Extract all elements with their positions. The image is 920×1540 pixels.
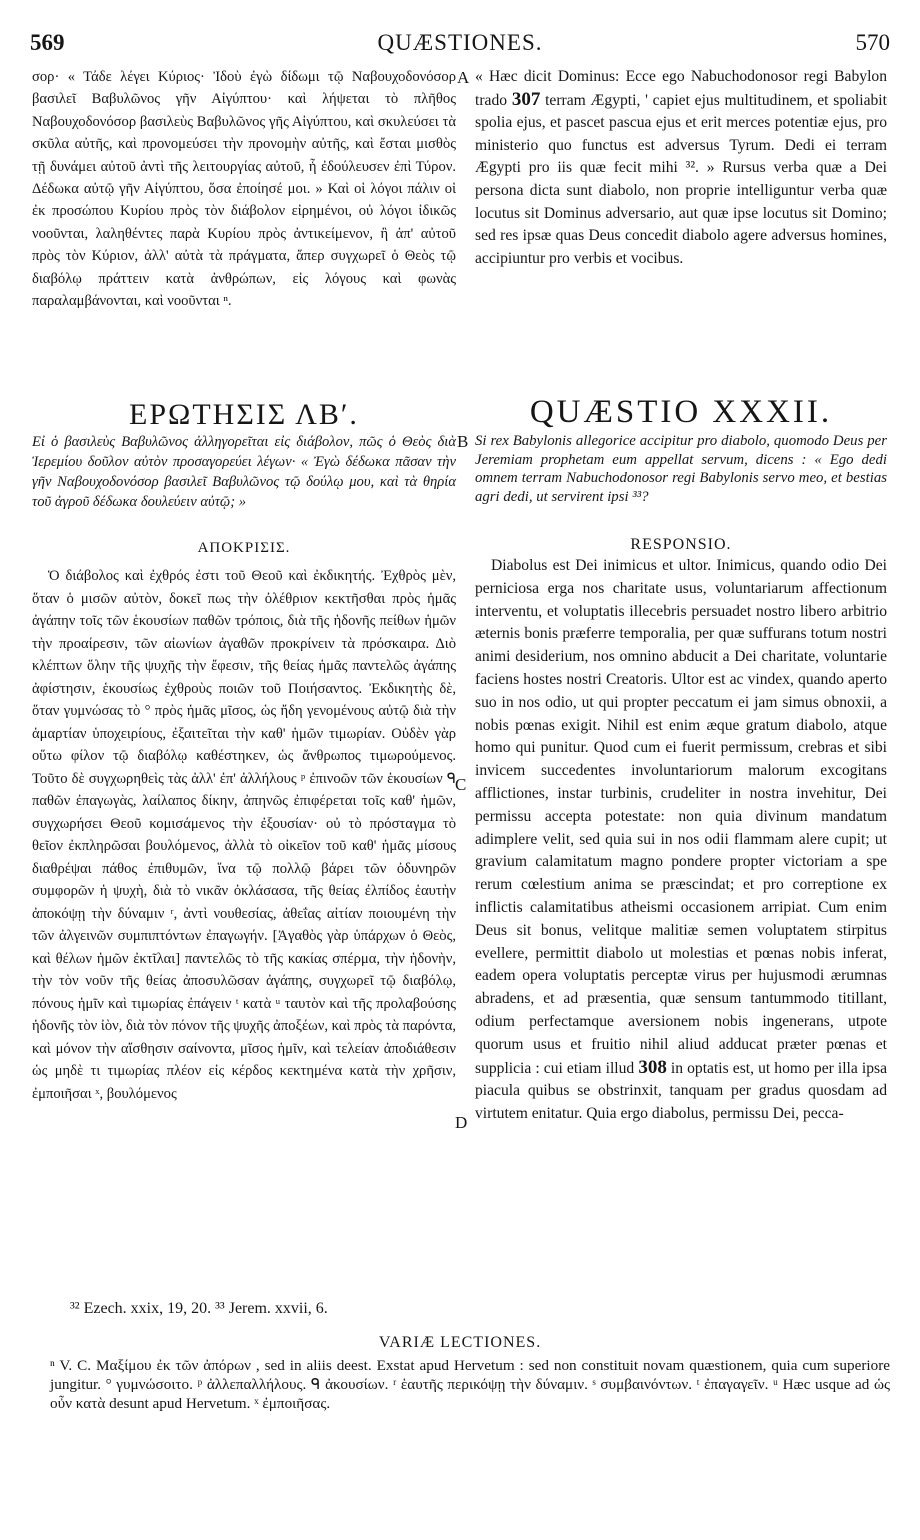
latin-question-text: Si rex Babylonis allegorice accipitur pro diabolo, quomodo Deus per Jeremiam prophetam eum appellat servum, dicens : « Ego dedi omnem terram Nabuchodonosor regi Babylonis servo meo, et bestias agri dedi, ut servirent ipsi ³³?: [475, 433, 887, 505]
greek-response-paragraph: Ὁ διάβολος καὶ ἐχθρός ἐστι τοῦ Θεοῦ καὶ ἐκδικητής. Ἐχθρὸς μὲν, ὅταν ὁ μισῶν αὐτὸν, δοκεῖ πως τὴν ὀλέθριον κεκτῆσθαι πρὸς ἡμᾶς ἀγάπην τοῖς τῶν ἑκουσίων παθῶν τρόποις, διὰ τῆς ἡδονῆς πείθων ἡμῶν τὴν προαίρεσιν, τῶν αἰωνίων ἀγαθῶν προκρίνειν τὰ πρόσκαιρα. Διὸ κλέπτων ὅλην τῆς ψυχῆς τὴν ἔφεσιν, τῆς θείας ἡμᾶς παντελῶς ἀγάπης ἀφίστησιν, ἑκουσίως ἐχθροὺς ποιῶν τοῦ Ποιήσαντος. Ἐκδικητὴς δὲ, ὅταν γυμνώσας τὸ ° πρὸς ἡμᾶς μῖσος, ὡς ἤδη γενομένους αὐτῷ διὰ τὴν ἁμαρτίαν ὑποχειρίους, ἐξαιτεῖται τὴν καθ' ἡμῶν τιμωρίαν. Οὐδὲν γὰρ οὕτω φίλον τῷ διαβόλῳ καθέστηκεν, ὡς ἄνθρωπος τιμωρούμενος. Τοῦτο δὲ συγχωρηθεὶς τὰς ἀλλ' ἐπ' ἀλλήλους ᵖ ἐπινοῶν τῶν ἑκουσίων ᑫ παθῶν ἐπαγωγὰς, λαίλαπος δίκην, ἀπηνῶς ἐπιφέρεται τοῖς καθ' ἡμῶν, συγχωρήσει Θεοῦ κομισάμενος τὴν ἐξουσίαν· οὐ τὸ πρόσταγμα τὸ θεῖον ἐκπληρῶσαι βουλόμενος, ἀλλὰ τὸ οἰκεῖον τοῦ καθ' ἡμᾶς μίσους διαθρέψαι πάθος ἐπιθυμῶν, ἵνα τῷ πολλῷ βάρει τῶν ὀδυνηρῶν συμφορῶν ἡ ψυχὴ, διὰ τὸ νικᾶν ὀκλάσασα, τῆς θείας ἐλπίδος ἑαυτὴν ἀποκόψῃ τὴν δύναμιν ʳ, ἀντὶ νουθεσίας, ἀθεΐας αἰτίαν ποιουμένη τὴν τῶν ἀλγεινῶν συμπιπτόντων ἐπαγωγήν. [Ἀγαθὸς γὰρ ὑπάρχων ὁ Θεὸς, καὶ θέλων ἡμῶν ἐκτῖλαι] παντελῶς τὸ τῆς κακίας σπέρμα, τὴν ἡδονὴν, τὴν τὸν νοῦν τῆς θείας ἀποσυλῶσαν ἀγάπης, συγχωρεῖ τῷ διαβόλῳ, πόνους ἡμῖν καὶ τιμωρίας ἐπάγειν ᵗ κατὰ ᵘ ταυτὸν καὶ τῆς προλαβούσης ἡδονῆς τὸν ἰὸν, διὰ τὸν πόνον τῆς ψυχῆς ἀποξέων, καὶ πρὸς τὰ παρόντα, καὶ μόνον τὴν αἴσθησιν σαίνοντα, μῖσος ἡμῖν, καὶ τελείαν ἀποδιάθεσιν ὡς μηδὲ τι τιμωρίας πλέον εἰς κέρδος κεκτημένα κατὰ τὴν χρῆσιν, ἐμποιῆσαι ˣ, βουλόμενος: [32, 568, 456, 1102]
greek-column-top: [32, 66, 456, 312]
running-header: [30, 30, 890, 66]
latin-response-paragraph: [475, 555, 887, 1126]
greek-response-heading: ΑΠΟΚΡΙΣΙΣ.: [197, 540, 291, 556]
latin-column-response: [475, 555, 887, 1126]
latin-text: terram Ægypti, ' capiet ejus multitudinem, et spoliabit spolia ejus, et pascet pascua ejus et erit merces potentiæ ejus, pro ministerio quo functus est adversus Tyrum. Dedi ei terram Ægypti pro iis quæ fecit mihi ³². » Rursus verba quæ a Dei persona dicta sunt diabolo, non proprie intelliguntur verba quæ locutus sit Dominus adversario, aut quæ ipse locutus sit Domino; sed res ipsæ quas Deus concedit diabolo agere adversus homines, accipiuntur pro verbis et vocibus.: [475, 91, 887, 267]
latin-response-heading: RESPONSIO.: [630, 536, 732, 553]
page-number-right: 570: [855, 30, 890, 55]
latin-text: « Hæc dicit Dominus: Ecce ego Nabuchodonosor regi Babylon trado: [475, 68, 887, 109]
latin-question-heading: QUÆSTIO XXXII.: [529, 394, 833, 430]
greek-column-response: [32, 565, 456, 1105]
latin-paragraph-top: [475, 66, 887, 270]
page-marker-307: 307: [511, 88, 541, 110]
latin-column-top: [475, 66, 887, 270]
margin-marker-a: A: [457, 68, 470, 87]
margin-marker-c: C: [455, 775, 467, 794]
latin-text: Diabolus est Dei inimicus et ultor. Inimicus, quando odio Dei perniciosa erga nos charitate usus, voluntariarum affectionum interventu, et voluptatis illecebris persuadet nostro libero arbitrio æternis bonis præferre temporalia, per quæ suffurans totum nostri animi desiderium, nos omnino abducit a Dei charitate, voluntarie faciens hostes nostri Creatoris. Ultor est ac vindex, quando aperto suo in nos odio, ut qui propter peccatum ei jam simus obnoxii, a nobis pœnas exigit. Nihil est enim æque gratum diabolo, atque homo qui punitur. Quod cum ei fuerit permissum, crebras et sibi invicem succedentes involuntariorum malorum excogitans afflictiones, instar turbinis, crudeliter in nostra invehitur, Dei permissu accepta potestate: non quia divinum mandatum adimplere velit, sed quia sui in nos odii flammam alere cupit; ut gravium calamitatum magno pondere propter victoriam a spe rerum cœlestium anima se præscindat; et pro correptione ex inflictis calamitatibus atheismi occasionem arripiat. Cum enim Deus sit bonus, velitque malitiæ semen voluptatem stirpitus evellere, permittit diabolo ut molestias et pœnas nobis inferat, eadem opera voluptatis perceptæ virus per hujusmodi ærumnas abradens, et ad præsentia, quæ sensum tantummodo titillant, odium perfectamque aversionem nobis ingenerans, utpote quorum usus et fruitio nihil aliud adducat præter pœnas et supplicia : cui etiam illud: [475, 557, 887, 1077]
variae-lectiones-text: ⁿ V. C. Μαξίμου ἐκ τῶν ἀπόρων , sed in aliis deest. Exstat apud Hervetum : sed non constituit novam quæstionem, quia cum superiore jungitur. ° γυμνώσοιτο. ᵖ ἀλλεπαλλήλους. ᑫ ἀκουσίων. ʳ ἑαυτῆς περικόψῃ τὴν δύναμιν. ˢ συμβαινόντων. ᵗ ἐπαγαγεῖν. ᵘ Hæc usque ad ὡς οὖν κατὰ desunt apud Hervetum. ˣ ἐμποιῆσας.: [50, 1357, 890, 1412]
latin-text: in optatis est, ut homo per illa ipsa piacula quibus se obstrinxit, tanquam per gradus quosdam ad virtutem enitatur. Quia ergo diabolus, permissu Dei, pecca-: [475, 1059, 888, 1123]
greek-paragraph-top: σορ· « Τάδε λέγει Κύριος· Ἰδοὺ ἐγὼ δίδωμι τῷ Ναβουχοδονόσορ βασιλεῖ Βαβυλῶνος γῆν Αἰγύπτου· καὶ λήψεται τὸ πλῆθος Ναβουχοδονόσορ βασιλεὺς Βαβυλῶνος γῆς Αἰγύπτου, καὶ σκυλεύσει τὰ σκῦλα αὐτῆς, καὶ προνομεύσει τὴν προνομὴν αὐτῆς, καὶ ἔσται μισθὸς τῇ δυνάμει αὐτοῦ ἀντὶ τῆς λειτουργίας αὐτοῦ, ἧ ἐδούλευσεν ἐπὶ Τύρον. Δέδωκα αὐτῷ γῆν Αἰγύπτου, ὅσα ἐποίησέ μοι. » Καὶ οἱ λόγοι πάλιν οἱ ἐκ προσώπου Κυρίου πρὸς τὸν διάβολον εἰρημένοι, οὐ λόγοι ἰδικῶς νοοῦνται, λαληθέντες παρὰ Κυρίου πρὸς ἀντικείμενον, ἢ ἀπ' αὐτοῦ πρὸς τὸν Κύριον, ἀλλ' αὐτὰ τὰ πράγματα, ἅπερ συγχωρεῖ ὁ Θεὸς τῷ διαβόλῳ πράττειν κατὰ ἀνθρώπων, εἰς λόγους καὶ φωνὰς παραλαμβάνονται, καὶ νοοῦνται ⁿ.: [32, 69, 456, 310]
running-title: QUÆSTIONES.: [377, 30, 543, 55]
page-marker-308: 308: [638, 1056, 667, 1078]
greek-question-text: Εἰ ὁ βασιλεὺς Βαβυλῶνος ἀλληγορεῖται εἰς διάβολον, πῶς ὁ Θεὸς διὰ Ἱερεμίου δοῦλον αὐτὸν προσαγορεύει λέγων· « Ἐγὼ δέδωκα πᾶσαν τὴν γῆν Ναβουχοδονόσορ βασιλεῖ Βαβυλῶνος τῷ δούλῳ μου, καὶ τὰ θηρία τοῦ ἀγροῦ δέδωκα δουλεύειν αὐτῷ; »: [32, 434, 456, 510]
margin-marker-b: B: [457, 432, 469, 451]
greek-question-heading: ΕΡΩΤΗΣΙΣ ΛΒʹ.: [129, 398, 359, 431]
margin-marker-d: D: [455, 1113, 468, 1132]
scripture-footnotes: ³² Ezech. xxix, 19, 20. ³³ Jerem. xxvii, 6.: [70, 1300, 328, 1317]
variae-lectiones-heading: VARIÆ LECTIONES.: [378, 1334, 542, 1351]
page-number-left: 569: [30, 30, 65, 55]
